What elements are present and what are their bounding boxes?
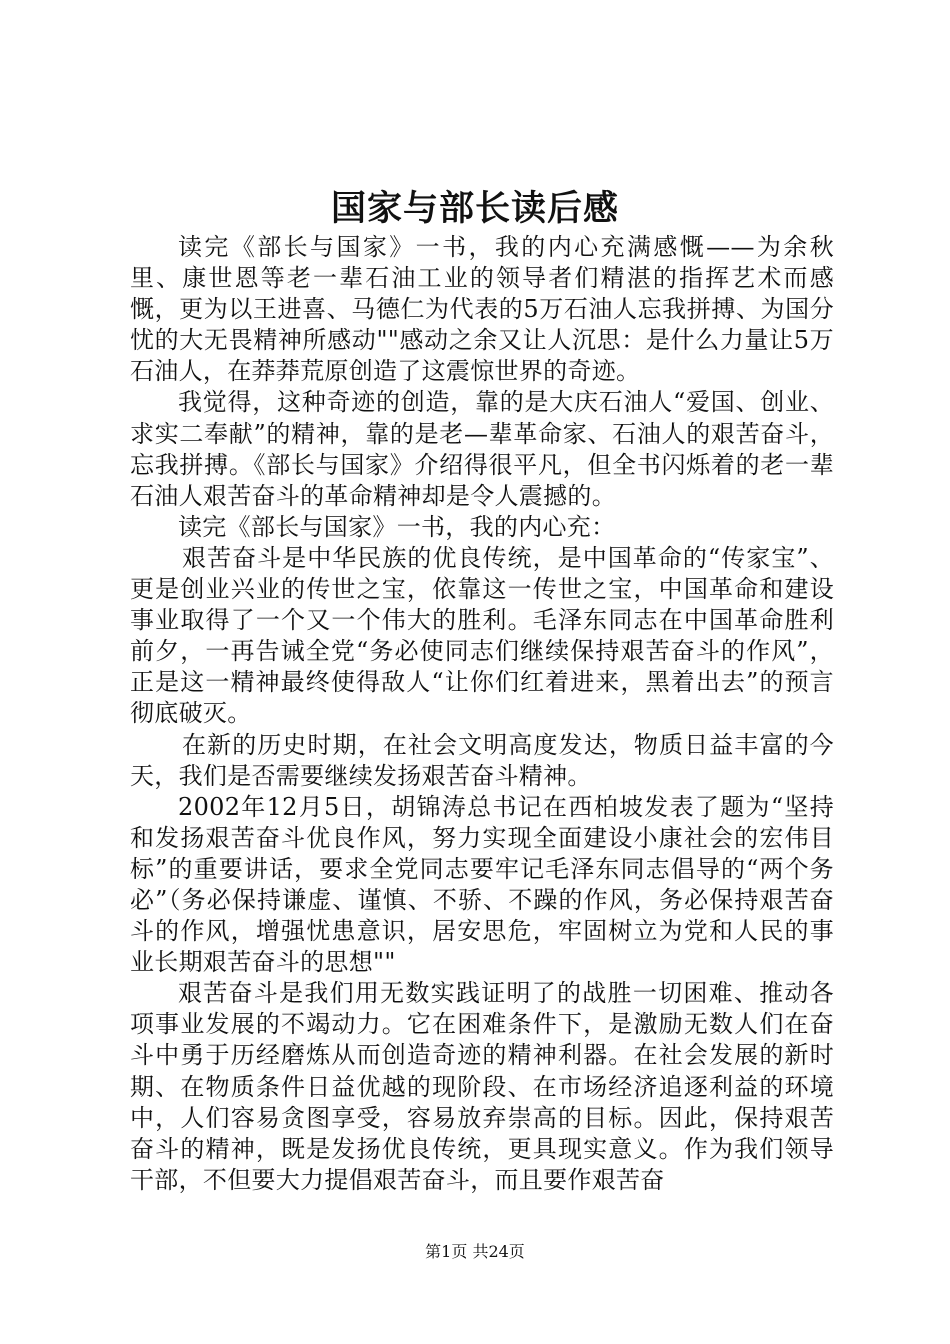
paragraph-7: 艰苦奋斗是我们用无数实践证明了的战胜一切困难、推动各项事业发展的不竭动力。它在困难条件下，是激励无数人们在奋斗中勇于历经磨炼从而创造奇迹的精神利器。在社会发展的新时期、在物质条件日益优越的现阶段、在市场经济追逐利益的环境中，人们容易贪图享受，容易放弃崇高的目标。因此，保持艰苦奋斗的精神，既是发扬优良传统，更具现实意义。作为我们领导干部，不但要大力提倡艰苦奋斗，而且要作艰苦奋 — [130, 979, 834, 1194]
paragraph-2: 我觉得，这种奇迹的创造，靠的是大庆石油人“爱国、创业、求实二奉献”的精神，靠的是老—辈革命家、石油人的艰苦奋斗，忘我拼搏。《部长与国家》介绍得很平凡，但全书闪烁着的老一辈石油人艰苦奋斗的革命精神却是令人震撼的。 — [130, 388, 834, 510]
paragraph-3: 读完《部长与国家》一书，我的内心充： — [178, 512, 616, 541]
paragraph-1: 读完《部长与国家》一书，我的内心充满感慨——为余秋里、康世恩等老一辈石油工业的领导者们精湛的指挥艺术而感慨，更为以王进喜、马德仁为代表的5万石油人忘我拼搏、为国分忧的大无畏精神所感动""感动之余又让人沉思：是什么力量让5万石油人，在莽莽荒原创造了这震惊世界的奇迹。 — [130, 233, 834, 386]
document-title: 国家与部长读后感 — [330, 188, 619, 229]
paragraph-6: 2002年12月5日，胡锦涛总书记在西柏坡发表了题为“坚持和发扬艰苦奋斗优良作风，努力实现全面建设小康社会的宏伟目标”的重要讲话，要求全党同志要牢记毛泽东同志倡导的“两个务必”（务必保持谦虚、谨慎、不骄、不躁的作风，务必保持艰苦奋斗的作风，增强忧患意识，居安思危，牢固树立为党和人民的事业长期艰苦奋斗的思想"" — [130, 792, 834, 977]
document-body — [130, 232, 834, 1196]
paragraph-5: 在新的历史时期，在社会文明高度发达，物质日益丰富的今天，我们是否需要继续发扬艰苦奋斗精神。 — [130, 730, 834, 790]
paragraph-4: 艰苦奋斗是中华民族的优良传统，是中国革命的“传家宝”、更是创业兴业的传世之宝，依靠这一传世之宝，中国革命和建设事业取得了一个又一个伟大的胜利。毛泽东同志在中国革命胜利前夕，一再告诫全党“务必使同志们继续保持艰苦奋斗的作风”，正是这一精神最终使得敌人“让你们红着进来，黑着出去”的预言彻底破灭。 — [130, 543, 834, 728]
page-footer: 第1页 共24页 — [425, 1242, 525, 1261]
